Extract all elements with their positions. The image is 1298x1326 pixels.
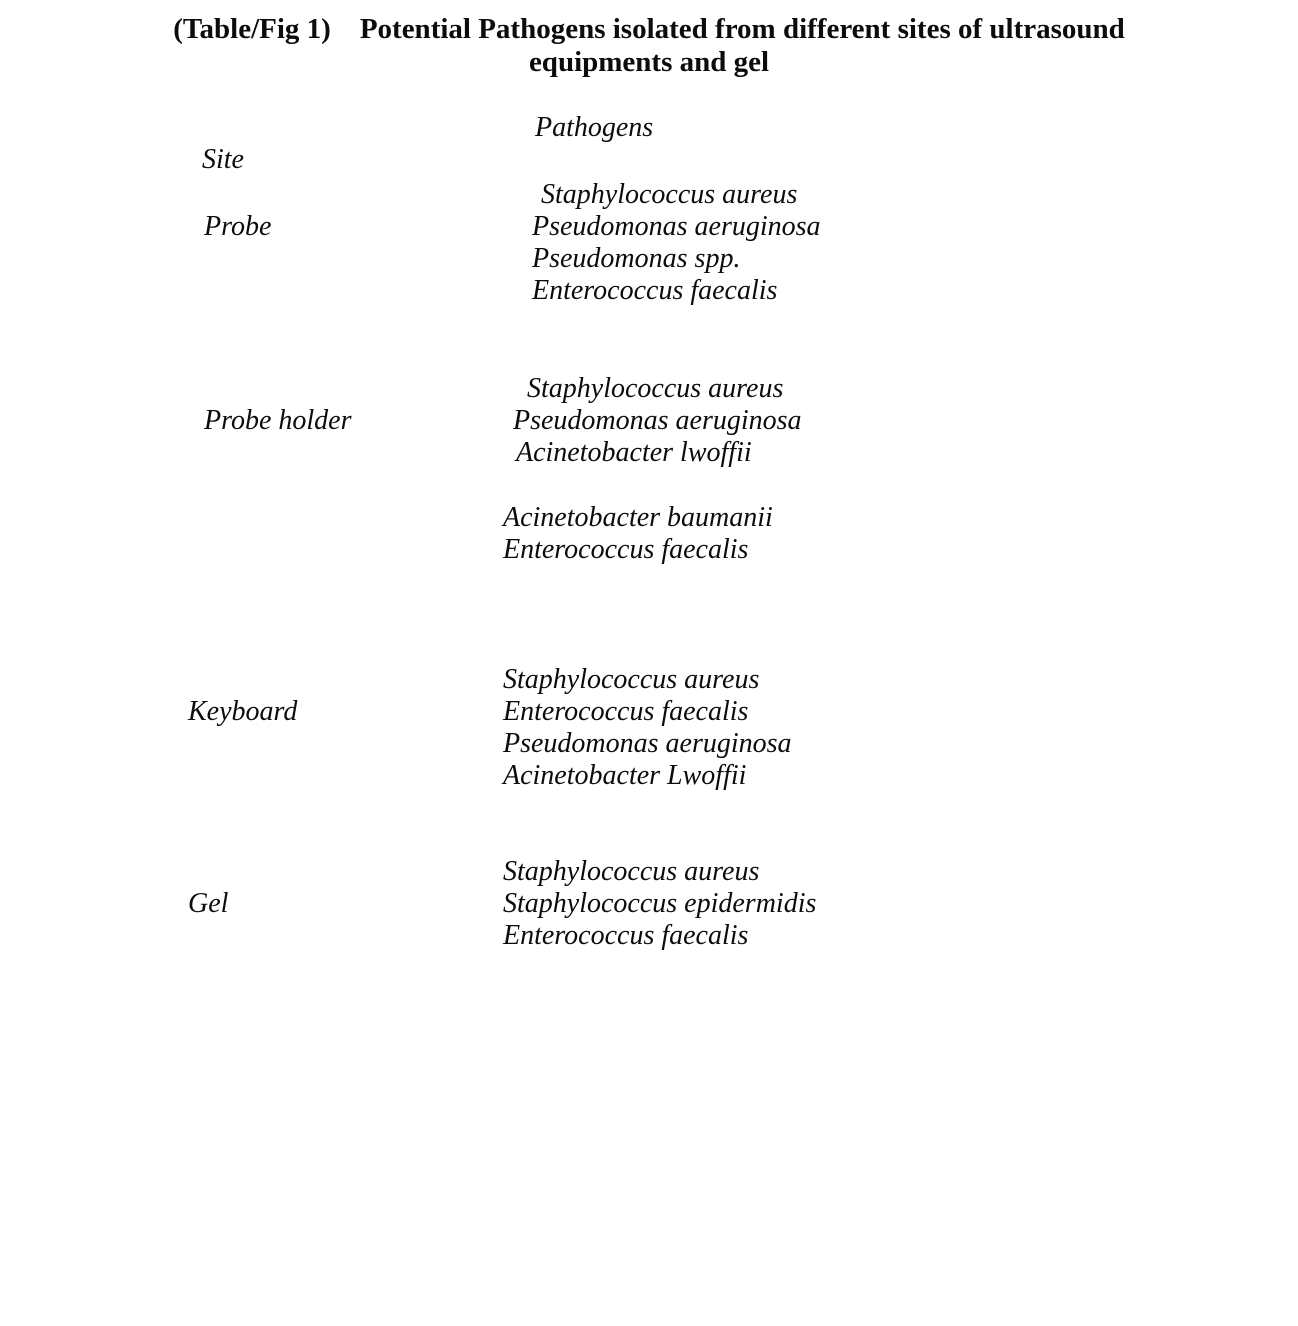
table-title (0, 13, 1298, 79)
site-cell (0, 373, 503, 566)
pathogen-item: Staphylococcus epidermidis (503, 888, 817, 919)
table-row-probe (0, 179, 1298, 307)
pathogens-cell (503, 664, 1298, 792)
table-row-gel (0, 856, 1298, 952)
pathogens-cell (503, 179, 1298, 307)
pathogen-item: Staphylococcus aureus (503, 856, 760, 887)
pathogen-item: Pseudomonas aeruginosa (532, 211, 821, 242)
site-label: Gel (188, 888, 229, 919)
pathogen-item: Staphylococcus aureus (541, 179, 798, 210)
pathogen-item: Enterococcus faecalis (503, 920, 749, 951)
site-label: Probe (204, 211, 272, 242)
site-label: Keyboard (188, 696, 298, 727)
pathogen-item: Pseudomonas aeruginosa (513, 405, 802, 436)
pathogen-item: Acinetobacter baumanii (503, 502, 773, 533)
pathogen-item: Staphylococcus aureus (527, 373, 784, 404)
pathogen-item: Enterococcus faecalis (532, 275, 778, 306)
pathogen-item: Staphylococcus aureus (503, 664, 760, 695)
table-title-line1: (Table/Fig 1) Potential Pathogens isolated from different sites of ultrasound (173, 13, 1125, 45)
pathogen-item: Enterococcus faecalis (503, 696, 749, 727)
site-cell (0, 856, 503, 952)
pathogens-cell (503, 373, 1298, 566)
pathogen-item: Acinetobacter lwoffii (516, 437, 752, 468)
pathogen-item: Acinetobacter Lwoffii (503, 760, 747, 791)
table-row-probe-holder (0, 373, 1298, 566)
site-cell (0, 664, 503, 792)
site-cell (0, 179, 503, 307)
pathogen-item: Pseudomonas spp. (532, 243, 741, 274)
pathogen-item: Enterococcus faecalis (503, 534, 749, 565)
pathogen-item: Pseudomonas aeruginosa (503, 728, 792, 759)
table-title-line2: equipments and gel (528, 46, 770, 78)
column-header-pathogens: Pathogens (535, 112, 654, 143)
table-row-keyboard (0, 664, 1298, 792)
pathogens-cell (503, 856, 1298, 952)
site-label: Probe holder (204, 405, 352, 436)
column-header-site: Site (202, 144, 244, 175)
